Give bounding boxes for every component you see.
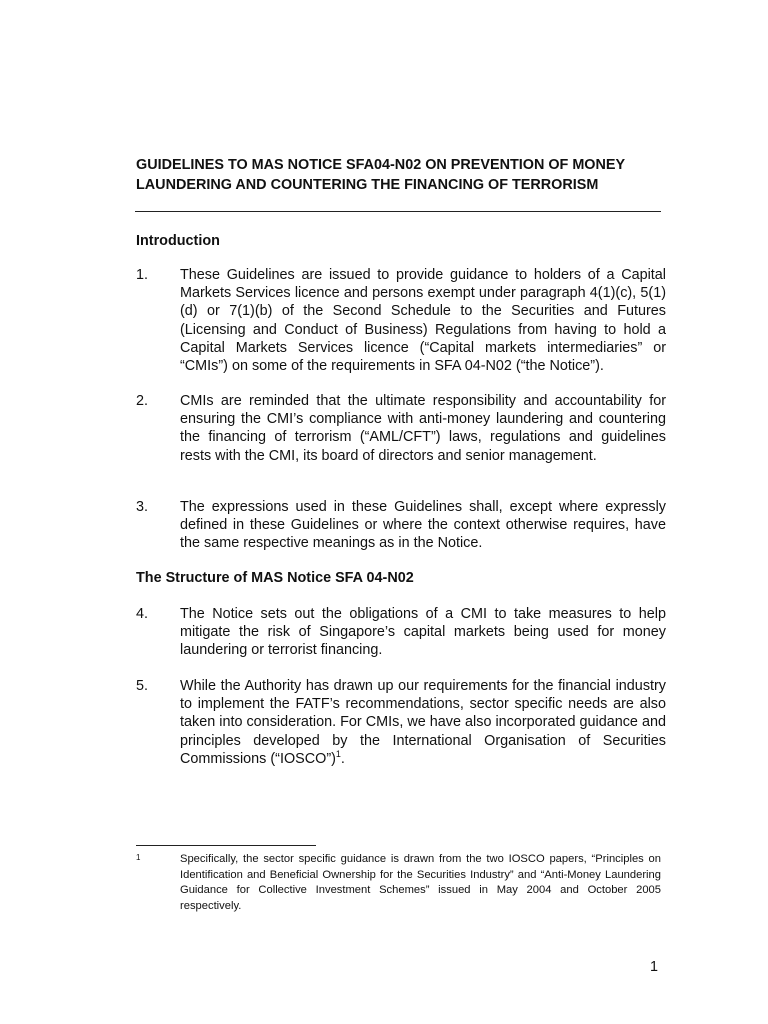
paragraph-2 (136, 392, 666, 465)
page-number: 1 (650, 959, 659, 975)
paragraph-body: While the Authority has drawn up our requirements for the financial industry to implement the FATF’s recommendations, sector specific needs are also taken into consideration. For CMIs, we have also incorporated guidance and principles developed by the International Organisation of Securities Commissions (“IOSCO”) (180, 678, 666, 767)
title-divider (135, 211, 661, 212)
paragraph-text: CMIs are reminded that the ultimate responsibility and accountability for ensuring the CMI’s compliance with anti-money laundering and countering the financing of terrorism (“AML/CFT”) laws, regulations and guidelines rests with the CMI, its board of directors and senior management. (180, 393, 666, 464)
footnote (136, 852, 661, 914)
paragraph-text: These Guidelines are issued to provide guidance to holders of a Capital Markets Services licence and persons exempt under paragraph 4(1)(c), 5(1)(d) or 7(1)(b) of the Second Schedule to the Securities and Futures (Licensing and Conduct of Business) Regulations from having to hold a Capital Markets Services licence (“Capital markets intermediaries” or “CMIs”) on some of the requirements in SFA 04-N02 (“the Notice”). (180, 267, 666, 375)
section-heading-structure: The Structure of MAS Notice SFA 04-N02 (136, 570, 414, 586)
paragraph-number: 2. (136, 393, 149, 409)
paragraph-1 (136, 266, 666, 375)
paragraph-number: 3. (136, 499, 149, 515)
paragraph-4 (136, 605, 666, 660)
footnote-reference: 1 (335, 749, 341, 760)
paragraph-text (180, 677, 666, 768)
paragraph-text: The Notice sets out the obligations of a CMI to take measures to help mitigate the risk of Singapore’s capital markets being used for money laundering or terrorist financing. (180, 606, 666, 659)
section-heading-introduction: Introduction (136, 233, 220, 249)
footnote-divider (136, 845, 316, 846)
paragraph-5 (136, 677, 666, 768)
paragraph-text: The expressions used in these Guidelines shall, except where expressly defined in these Guidelines or where the context otherwise requires, have the same respective meanings as in the Notice. (180, 499, 666, 552)
footnote-text: Specifically, the sector specific guidance is drawn from the two IOSCO papers, “Principles on Identification and Beneficial Ownership for the Securities Industry” and “Anti-Money Laundering Guidance for Collective Investment Schemes” issued in May 2004 and October 2005 respectively. (180, 853, 661, 912)
paragraph-number: 1. (136, 267, 149, 283)
footnote-mark: 1 (136, 853, 141, 862)
paragraph-trailing: . (340, 750, 345, 767)
paragraph-3 (136, 498, 666, 553)
paragraph-number: 5. (136, 678, 149, 694)
document-title: GUIDELINES TO MAS NOTICE SFA04-N02 ON PREVENTION OF MONEY LAUNDERING AND COUNTERING THE FINANCING OF TERRORISM (136, 157, 625, 193)
paragraph-number: 4. (136, 606, 149, 622)
